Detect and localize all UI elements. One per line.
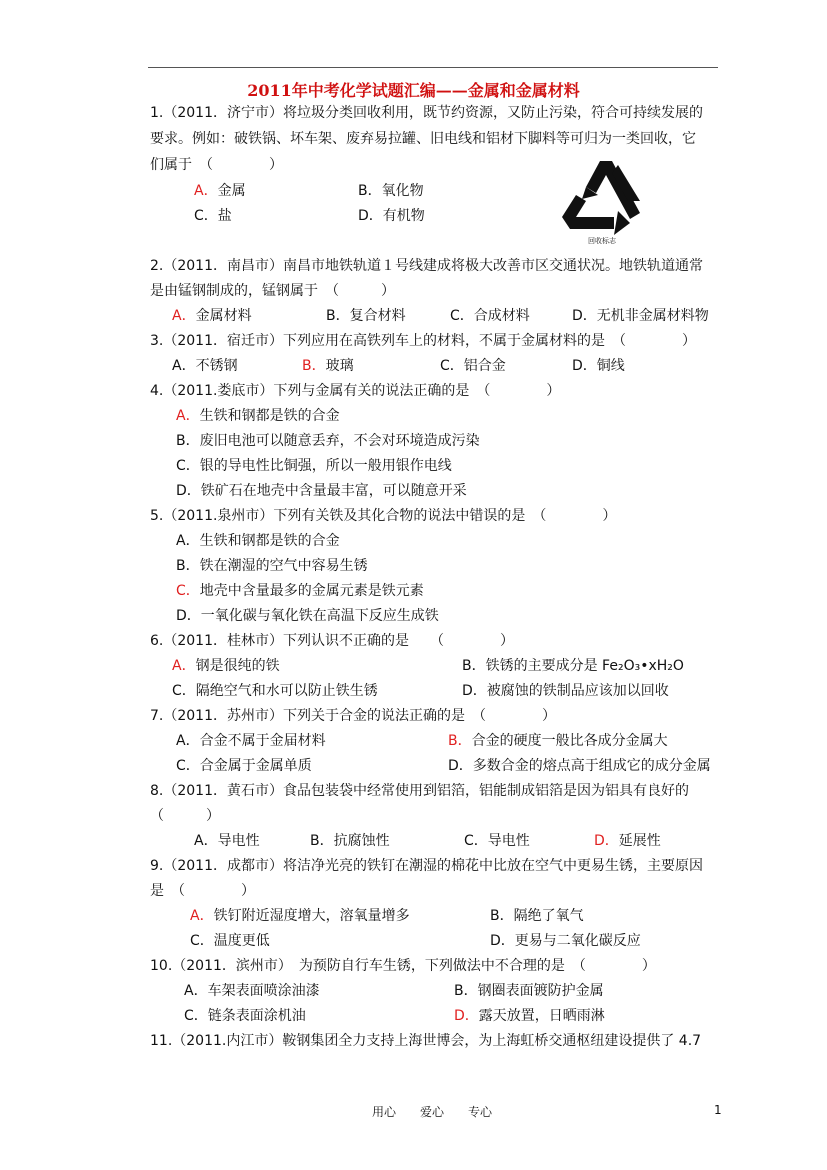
line-text: 铁钉附近湿度增大，溶氧量增多 [213,908,410,924]
line-text: 3.（2011．宿迁市）下列应用在高铁列车上的材料，不属于金属材料的是 （ ） [150,333,696,349]
text-line [150,782,689,800]
text-line [176,557,368,575]
text-line [150,282,395,300]
line-text: C．链条表面涂机油 [184,1008,306,1024]
line-text: 金属 [217,183,246,199]
line-text: C．合成材料 [450,308,530,324]
text-line [454,982,604,1000]
line-text: C．银的导电性比铜强，所以一般用银作电线 [176,458,452,474]
line-text: 1.（2011．济宁市）将垃圾分类回收利用，既节约资源，又防止污染，符合可持续发展的 [150,105,703,121]
text-line [150,1032,701,1050]
answer-marker: A． [172,308,196,324]
line-text: 4.（2011.娄底市）下列与金属有关的说法正确的是 （ ） [150,383,561,399]
text-line [184,1007,306,1025]
text-line [194,207,232,225]
line-text: B．氧化物 [358,183,424,199]
text-line [594,832,661,850]
text-line [150,857,703,875]
text-line [194,182,246,200]
line-text: 钢是很纯的铁 [195,658,280,674]
text-line [440,357,506,375]
page-number: 1 [714,1103,722,1117]
answer-marker: D． [594,833,619,849]
text-line [150,156,283,174]
line-text: C．铝合金 [440,358,506,374]
text-line [176,482,467,500]
text-line [490,907,584,925]
text-line [326,307,406,325]
answer-marker: A． [194,183,218,199]
text-line [454,1007,605,1025]
text-line [448,732,668,750]
text-line [450,307,530,325]
line-text: 6.（2011．桂林市）下列认识不正确的是 （ ） [150,633,514,649]
recycle-caption: 回收标志 [588,237,616,245]
line-text: D．铜线 [572,358,625,374]
line-text: A．车架表面喷涂油漆 [184,983,320,999]
text-line [150,882,255,900]
line-text: 11.（2011.内江市）鞍钢集团全力支持上海世博会，为上海虹桥交通枢纽建设提供了 4.7 [150,1033,702,1049]
text-line [358,182,424,200]
line-text: C．盐 [194,208,232,224]
line-text: D．铁矿石在地壳中含量最丰富，可以随意开采 [176,483,467,499]
line-text: C．隔绝空气和水可以防止铁生锈 [172,683,378,699]
line-text: B．铁在潮湿的空气中容易生锈 [176,558,368,574]
text-line [176,582,424,600]
text-line [150,382,560,400]
line-text: D．被腐蚀的铁制品应该加以回收 [462,683,669,699]
line-text: B．抗腐蚀性 [310,833,390,849]
answer-marker: B． [448,733,472,749]
text-line [176,607,439,625]
text-line [150,332,696,350]
header-rule [148,67,718,68]
text-line [176,432,480,450]
line-text: A．生铁和钢都是铁的合金 [176,533,340,549]
line-text: （ ） [150,808,220,824]
line-text: 金属材料 [195,308,252,324]
document-title: 2011年中考化学试题汇编——金属和金属材料 [247,81,580,100]
text-line [490,932,641,950]
line-text: 生铁和钢都是铁的合金 [199,408,340,424]
line-text: B．铁锈的主要成分是 Fe₂O₃•xH₂O [462,658,684,674]
text-line [462,657,684,675]
line-text: 7.（2011．苏州市）下列关于合金的说法正确的是 （ ） [150,708,556,724]
line-text: 10.（2011．滨州市） 为预防自行车生锈，下列做法中不合理的是 （ ） [150,958,656,974]
text-line [572,307,709,325]
line-text: A．导电性 [194,833,260,849]
line-text: 地壳中含量最多的金属元素是铁元素 [199,583,424,599]
text-line [150,807,220,825]
line-text: 是 （ ） [150,883,255,899]
answer-marker: D． [454,1008,479,1024]
line-text: 延展性 [618,833,661,849]
text-line [150,104,703,122]
text-line [176,532,340,550]
answer-marker: A． [172,658,196,674]
line-text: 5.（2011.泉州市）下列有关铁及其化合物的说法中错误的是 （ ） [150,508,617,524]
line-text: D．有机物 [358,208,425,224]
text-line [462,682,669,700]
line-text: 玻璃 [325,358,354,374]
text-line [150,707,556,725]
answer-marker: C． [176,583,200,599]
text-line [172,357,238,375]
line-text: D．更易与二氧化碳反应 [490,933,641,949]
line-text: 是由锰钢制成的，锰钢属于 （ ） [150,283,395,299]
text-line [190,907,410,925]
line-text: 们属于 （ ） [150,157,283,173]
text-line [572,357,625,375]
line-text: 露天放置，日晒雨淋 [478,1008,605,1024]
line-text: D．无机非金属材料物 [572,308,709,324]
answer-marker: A． [190,908,214,924]
answer-marker: A． [176,408,200,424]
text-line [176,407,340,425]
line-text: D．一氧化碳与氧化铁在高温下反应生成铁 [176,608,439,624]
text-line [172,682,378,700]
text-line [310,832,390,850]
line-text: 要求。例如：破铁锅、坏车架、废弃易拉罐、旧电线和铝材下脚料等可归为一类回收，它 [150,131,696,147]
text-line [150,957,656,975]
text-line [464,832,530,850]
text-line [358,207,425,225]
line-text: 8.（2011．黄石市）食品包装袋中经常使用到铝箔，铝能制成铝箔是因为铝具有良好的 [150,783,689,799]
text-line [172,307,252,325]
text-line [150,507,616,525]
line-text: A．不锈钢 [172,358,238,374]
text-line [176,757,312,775]
line-text: 2.（2011．南昌市）南昌市地铁轨道１号线建成将极大改善市区交通状况。地铁轨道通常 [150,258,703,274]
line-text: B．复合材料 [326,308,406,324]
text-line [302,357,354,375]
footer-motto: 用心 爱心 专心 [372,1105,493,1119]
line-text: D．多数合金的熔点高于组成它的成分金属 [448,758,711,774]
text-line [190,932,270,950]
line-text: B．钢圈表面镀防护金属 [454,983,604,999]
text-line [150,130,696,148]
line-text: C．合金属于金属单质 [176,758,312,774]
text-line [448,757,711,775]
text-line [176,732,326,750]
text-line [194,832,260,850]
line-text: 9.（2011．成都市）将洁净光亮的铁钉在潮湿的棉花中比放在空气中更易生锈，主要原因 [150,858,703,874]
text-line [150,257,703,275]
text-line [172,657,280,675]
line-text: B．隔绝了氧气 [490,908,584,924]
text-line [184,982,320,1000]
line-text: 合金的硬度一般比各成分金属大 [471,733,668,749]
line-text: C．导电性 [464,833,530,849]
text-line [150,632,514,650]
line-text: A．合金不属于金届材料 [176,733,326,749]
line-text: B．废旧电池可以随意丢弃，不会对环境造成污染 [176,433,480,449]
line-text: C．温度更低 [190,933,270,949]
answer-marker: B． [302,358,326,374]
text-line [176,457,452,475]
recycle-icon [556,155,648,247]
